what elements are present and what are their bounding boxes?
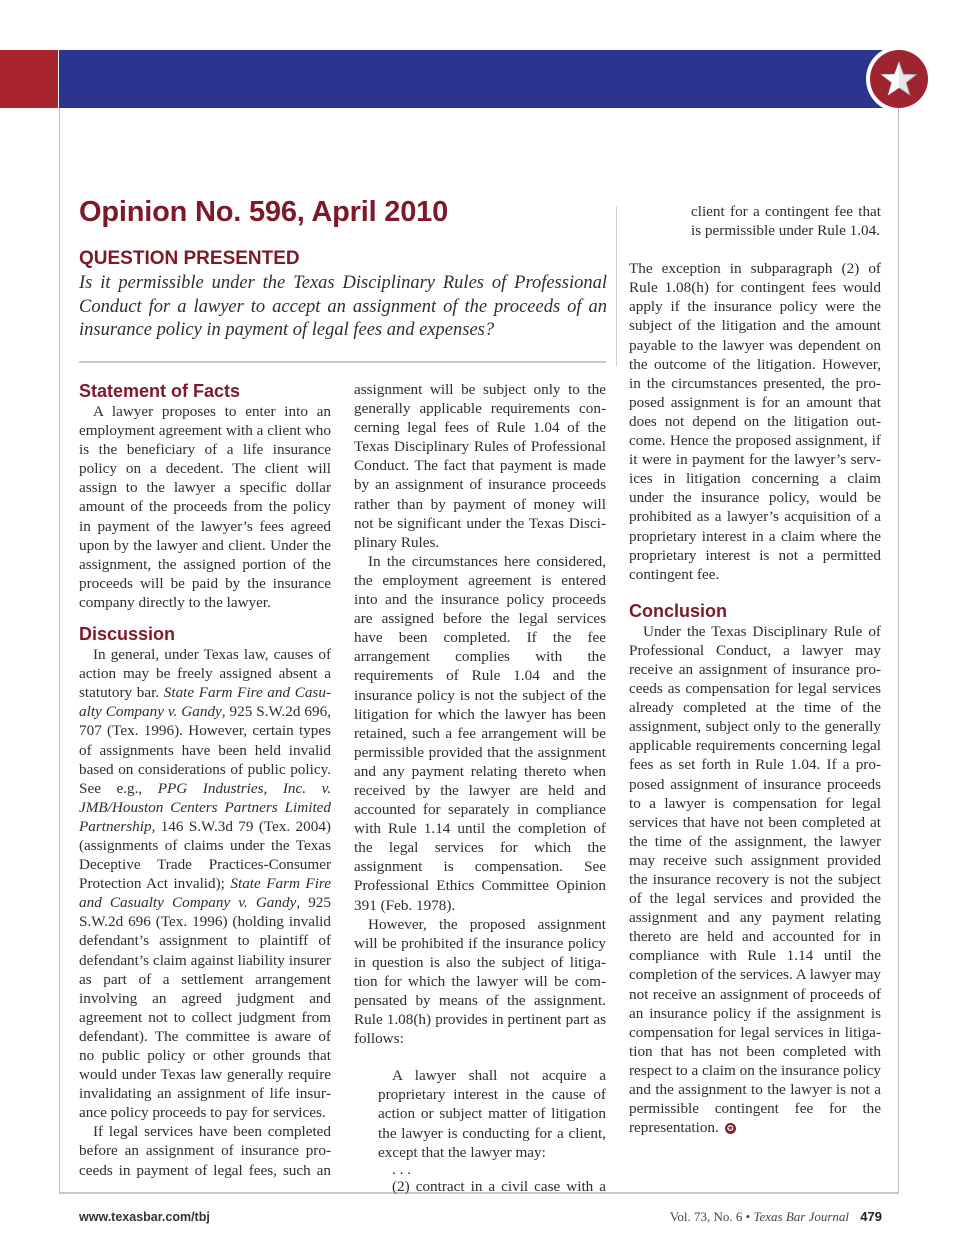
quote-item-2-start: (2) contract in a civil case with a xyxy=(392,1177,606,1195)
case-citation: State Farm Fire and Casualty Company v. Gandy xyxy=(79,875,332,912)
discussion-paragraph-4: However, the proposed assignment will be prohibited if the insurance policy in question is also the subject of litigation for which the lawyer will be compensated by means of the assignment. Rule 1.08(h) provides in pertinent part as follows: xyxy=(354,915,606,1048)
discussion-heading: Discussion xyxy=(79,624,176,645)
article-title: Opinion No. 596, April 2010 xyxy=(79,196,449,228)
discussion-paragraph-3: In the circumstances here considered, the employment agreement is entered into and the insurance policy proceeds are assigned before the legal services have been completed. If the fee arrangement complies with the requirements of Rule 1.04 and the insurance policy is not the subject of the litigation for which the lawyer has been retained, such a fee arrangement will be permissible provided that the assignment and any payment relating thereto when received by the lawyer are held and accounted for separately in compliance with Rule 1.14 until the completion of the legal services for which the assignment is compensation. See Professional Ethics Committee Opinion 391 (Feb. 1978). xyxy=(354,552,606,914)
footer-issue-info xyxy=(670,1209,882,1225)
footer-volume: Vol. 73, No. 6 xyxy=(669,1209,743,1224)
discussion-paragraph-5: The exception in subparagraph (2) of Rule 1.08(h) for contingent fees would apply if the insurance policy were the subject of the litigation and the amount payable to the lawyer was dependent on the outcome of the litigation. However, in the circumstances presented, the proposed assignment is for an amount that does not depend on the litigation outcome. Hence the proposed assignment, if it were in payment for the lawyer’s services in litigation concerning a claim under the insurance policy, would be prohibited as a lawyer’s acquisition of a proprietary interest in a claim where the proprietary interest is not a permitted contingent fee. xyxy=(629,260,881,583)
conclusion-paragraph xyxy=(629,622,881,1138)
column-2 xyxy=(354,380,606,1196)
case-citation: State Farm Fire and Casualty Company v. Gandy xyxy=(79,684,332,721)
statement-of-facts-heading: Statement of Facts xyxy=(79,381,241,401)
text-run: , 146 S.W.3d 79 (Tex. 2004) (assignments of claims under the Texas Deceptive Trade Practices-Consumer Protection Act invalid); xyxy=(79,817,331,893)
header-red-block xyxy=(0,50,58,108)
text-run: Under the Texas Disciplinary Rule of Professional Conduct, a lawyer may receive an assignment of insurance proceeds as compensation for legal services already completed at the time of the assignment, subject only to the generally applicable requirements concerning legal fees as set forth in Rule 1.04. If a proposed assignment of insurance proceeds to a lawyer is compensation for legal services that have not been completed at the time of the assignment, the lawyer may receive such assignment provided the insurance recovery is not the subject of the legal services and provided the assignment and any payment relating thereto are held and accounted for in compliance with Rule 1.14 until the completion of the services. A lawyer may not receive an assignment of proceeds of an insurance policy if the assignment is compensation for legal services in litigation that has not been completed with respect to a claim on the insurance policy and the assignment to the lawyer is not a permissible contingent fee for the representation. xyxy=(629,622,881,1137)
question-presented-text: Is it permissible under the Texas Disciplinary Rules of Professional Conduct for a lawyer to accept an assignment of the proceeds of an insurance policy in payment of legal fees and expenses? xyxy=(79,273,607,340)
footer-url: www.texasbar.com/tbj xyxy=(79,1210,210,1224)
question-presented-heading: QUESTION PRESENTED xyxy=(79,248,300,269)
star-end-mark-icon: ✪ xyxy=(725,1123,736,1134)
discussion-paragraph-1 xyxy=(79,645,331,1122)
case-citation: PPG Industries, Inc. v. JMB/Houston Centers Partners Limited Partnership xyxy=(79,779,332,835)
facts-paragraph: A lawyer proposes to enter into an employment agreement with a client who is the beneficiary of a life insurance policy on a decedent. The client will assign to the lawyer a specific dollar amount of the proceeds from the policy in payment of the lawyer’s fees agreed upon by the lawyer and client. Under the assignment, the assigned portion of the proceeds will be paid by the insurance company directly to the lawyer. xyxy=(79,403,331,611)
rule-quote xyxy=(378,1066,606,1196)
footer-journal-name: Texas Bar Journal xyxy=(753,1209,850,1224)
quote-item-2-end: client for a contingent fee that is permissible under Rule 1.04. xyxy=(691,203,881,240)
page-number: 479 xyxy=(860,1209,882,1224)
texas-star-seal xyxy=(866,46,932,112)
column-1 xyxy=(79,380,331,1180)
star-icon xyxy=(880,60,918,98)
discussion-paragraph-2-start: If legal services have been completed before an assignment of insurance proceeds in payment of legal fees, such an xyxy=(79,1123,331,1179)
text-run: In general, under Texas law, causes of action may be freely assigned absent a statutory bar. xyxy=(79,646,331,702)
column-divider xyxy=(616,206,617,366)
quote-ellipsis: . . . xyxy=(392,1160,411,1178)
text-run: , 925 S.W.2d 696 (Tex. 1996) (holding invalid defendant’s assignment to plaintiff of defendant’s claim against liability insurer as part of a settlement arrangement involving an agreed judgment and agreement not to collect judgment from defendant). The committee is aware of no public policy or other grounds that would under Texas law generally require invalidating an assignment of life insurance policy proceeds to pay for services. xyxy=(79,894,331,1122)
column-3 xyxy=(629,202,881,1137)
section-divider xyxy=(79,361,606,363)
discussion-paragraph-2-end: assignment will be subject only to the generally applicable requirements concerning legal fees of Rule 1.04 of the Texas Disciplinary Rules of Professional Conduct. The fact that payment is made by an assignment of insurance proceeds rather than by payment of money will not be significant under the Texas Disciplinary Rules. xyxy=(354,381,606,551)
conclusion-heading: Conclusion xyxy=(629,600,727,621)
header-blue-banner xyxy=(59,50,899,108)
text-run: , 925 S.W.2d 696, 707 (Tex. 1996). However, certain types of assignments have been held invalid based on considerations of public policy. See e.g., xyxy=(79,703,331,797)
quote-paragraph: A lawyer shall not acquire a proprietary interest in the cause of action or subject matter of litigation the lawyer is conducting for a client, except that the lawyer may: xyxy=(378,1067,606,1161)
footer-bullet: • xyxy=(745,1209,751,1224)
